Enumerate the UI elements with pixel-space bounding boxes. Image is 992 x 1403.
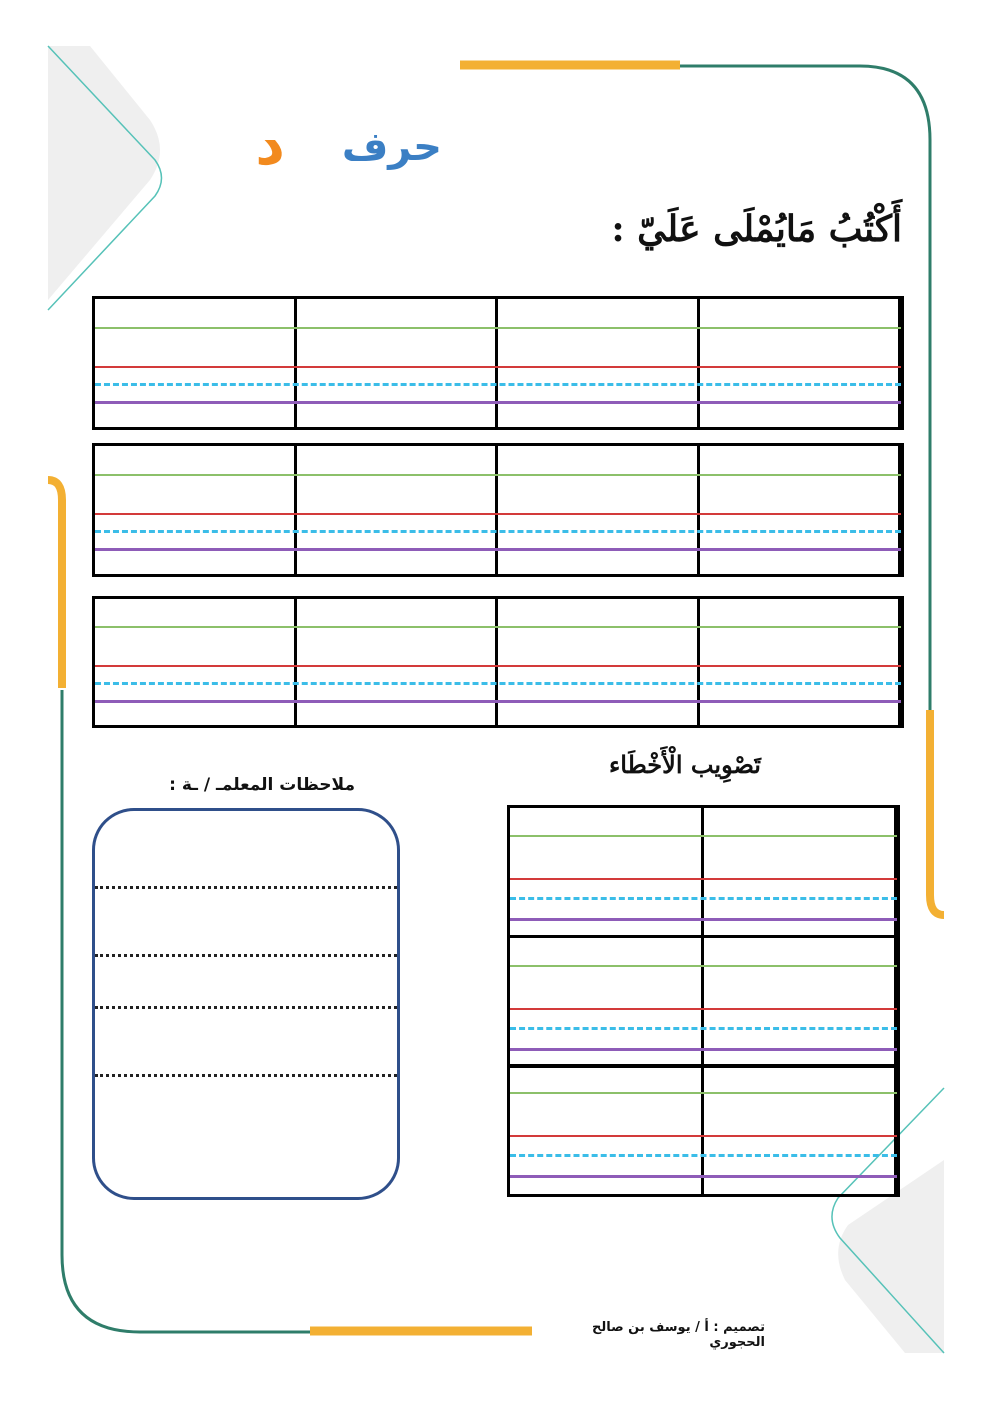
guide-line-top — [95, 474, 901, 476]
guide-line-top — [510, 1092, 897, 1094]
accent-left — [48, 480, 62, 688]
corrections-title: تَصْوِيب الْأَخْطَاء — [609, 750, 761, 779]
corrections-grid-3 — [507, 1064, 900, 1197]
writing-grid-2 — [92, 443, 904, 577]
dotted-line — [95, 1006, 397, 1009]
guide-line-top — [95, 327, 901, 329]
corrections-grid-1 — [507, 805, 900, 938]
guide-line-upper — [510, 1135, 897, 1137]
writing-cell[interactable] — [498, 299, 700, 427]
guide-line-upper — [95, 665, 901, 667]
correction-cell[interactable] — [704, 938, 898, 1065]
guide-line-mid — [510, 1154, 897, 1157]
dictation-instruction: أَكْتُبُ مَايُمْلَى عَلَيّ : — [611, 208, 902, 250]
guide-line-base — [510, 1048, 897, 1051]
guide-line-mid — [510, 897, 897, 900]
corrections-grid-2 — [507, 935, 900, 1068]
correction-cell[interactable] — [510, 808, 704, 935]
guide-line-top — [95, 626, 901, 628]
guide-line-top — [510, 965, 897, 967]
guide-line-upper — [95, 513, 901, 515]
teacher-notes-title: ملاحظات المعلمـ / ـة : — [169, 775, 355, 795]
writing-cell[interactable] — [700, 299, 902, 427]
dotted-line — [95, 954, 397, 957]
correction-cell[interactable] — [510, 938, 704, 1065]
writing-cell[interactable] — [297, 299, 499, 427]
writing-grid-3 — [92, 596, 904, 728]
guide-line-base — [510, 1175, 897, 1178]
guide-line-base — [95, 401, 901, 404]
correction-cell[interactable] — [704, 808, 898, 935]
writing-cell[interactable] — [297, 446, 499, 574]
corner-shape-top-left — [48, 46, 160, 300]
writing-cell[interactable] — [498, 599, 700, 725]
designer-credit: تصميم : أ / يوسف بن صالح الحجوري — [591, 1320, 765, 1350]
writing-cell[interactable] — [700, 446, 902, 574]
guide-line-upper — [510, 1008, 897, 1010]
guide-line-mid — [510, 1027, 897, 1030]
guide-line-mid — [95, 682, 901, 685]
guide-line-top — [510, 835, 897, 837]
writing-cell[interactable] — [700, 599, 902, 725]
guide-line-upper — [95, 366, 901, 368]
writing-cell[interactable] — [95, 299, 297, 427]
dotted-line — [95, 1074, 397, 1077]
title-word: حرف — [341, 124, 442, 170]
writing-cell[interactable] — [297, 599, 499, 725]
writing-cell[interactable] — [95, 599, 297, 725]
guide-line-base — [95, 700, 901, 703]
writing-grid-1 — [92, 296, 904, 430]
guide-line-mid — [95, 383, 901, 386]
title-letter: د — [255, 110, 285, 178]
teacher-notes-box[interactable] — [92, 808, 400, 1200]
writing-cell[interactable] — [95, 446, 297, 574]
guide-line-upper — [510, 878, 897, 880]
guide-line-base — [95, 548, 901, 551]
dotted-line — [95, 886, 397, 889]
accent-right — [930, 710, 944, 915]
page-title — [240, 110, 460, 188]
guide-line-base — [510, 918, 897, 921]
writing-cell[interactable] — [498, 446, 700, 574]
guide-line-mid — [95, 530, 901, 533]
